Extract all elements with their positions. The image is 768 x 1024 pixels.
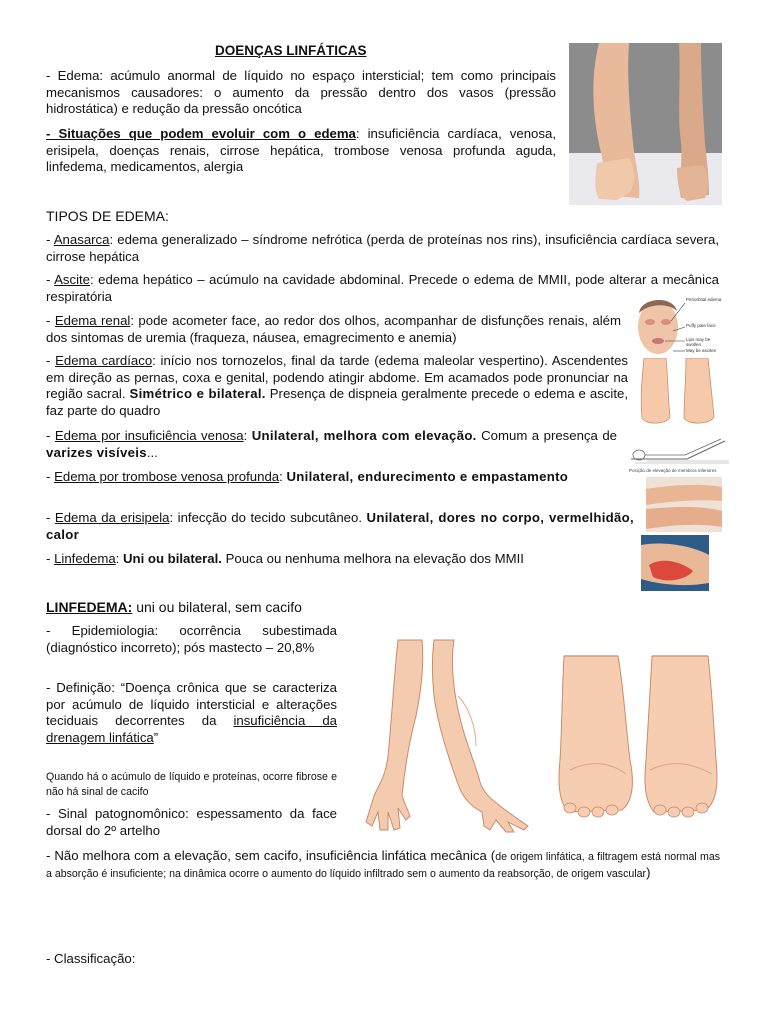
cardiaco-text-1: : início nos tornozelos, final da tarde (edema maleolar vespertino). Ascendentes em direção as pernas, coxa e genital, podendo atingir abdome. Em acamados pode pronunciar na região sacral. [46, 353, 629, 402]
venosa-text-2: Comum a presença de [476, 428, 618, 443]
nao-melhora-small-text: de origem linfática, a filtragem está normal mas a absorção é insuficiente; na dinâmica ocorre o aumento do líquido infiltrado sem o aumento da reabsorção, de origem vascular [46, 851, 721, 880]
venosa-bold-2: varizes visíveis [46, 444, 147, 460]
anasarca-text: : edema generalizado – síndrome nefrótica (perda de proteínas nos rins), insuficiência cardíaca severa, cirrose hepática [46, 232, 720, 264]
types-heading: TIPOS DE EDEMA: [46, 208, 169, 224]
fibrose-note [46, 770, 337, 800]
epidemiologia [46, 623, 337, 656]
type-venosa: - Edema por insuficiência venosa: Unilateral, melhora com elevação. Comum a presença de varizes visíveis... [46, 428, 618, 460]
nao-melhora-text: - Não melhora com a elevação, sem cacifo, insuficiência linfática mecânica ( [46, 848, 496, 863]
type-cardiaco: - Edema cardíaco: início nos tornozelos, final da tarde (edema maleolar vespertino). Ascendentes em direção as pernas, coxa e genital, podendo atingir abdome. Em acamados pode pronunciar na região sacral. Simétrico e bilateral. Presença de dispneia geralmente precede o edema e ascite, faz parte do quadro [46, 353, 629, 418]
face-label-2: Puffy pale face [686, 323, 716, 328]
type-anasarca: - Anasarca: edema generalizado – síndrome nefrótica (perda de proteínas nos rins), insuficiência cardíaca severa, cirrose hepática [46, 232, 720, 264]
arm-edema-photo [569, 43, 722, 205]
venosa-text-1: : [243, 428, 252, 443]
situations-label: - Situações que podem evoluir com o edema [46, 126, 356, 141]
linfedema-text-1: : [115, 551, 123, 566]
definicao-close-quote: ” [153, 729, 159, 745]
bed-figure-label: Posição de elevação de membros inferiores [629, 468, 717, 473]
epidemiologia-text: - Epidemiologia: ocorrência subestimada (diagnóstico incorreto); pós mastecto – 20,8% [46, 623, 337, 655]
anasarca-label: Anasarca [53, 232, 110, 247]
sinal-text: - Sinal patognomônico: espessamento da face dorsal do 2º artelho [46, 806, 337, 838]
cardiaco-label: Edema cardíaco [55, 353, 153, 368]
venosa-label: Edema por insuficiência venosa [54, 428, 244, 443]
linfedema-heading [46, 599, 366, 616]
dvt-leg-photo [646, 477, 722, 532]
linfedema-heading-label: LINFEDEMA: [46, 599, 133, 615]
trombose-label: Edema por trombose venosa profunda [54, 469, 280, 484]
sinal-patognomonico [46, 806, 337, 839]
trombose-text-1: : [279, 469, 287, 484]
lymphedema-arms-illustration [358, 636, 536, 834]
renal-text: : pode acometer face, ao redor dos olhos, acompanhar de disfunções renais, além dos sintomas de uremia (fraqueza, náusea, emagrecimento e anemia) [46, 313, 621, 345]
ascite-label: Ascite [54, 272, 91, 287]
erisipela-bold: Unilateral, dores no corpo, vermelhidão, calor [46, 510, 634, 542]
venosa-bold-1: Unilateral, melhora com elevação. [251, 428, 477, 443]
ascite-text: : edema hepático – acúmulo na cavidade abdominal. Precede o edema de MMII, pode alterar a mecânica respiratória [46, 272, 720, 304]
type-linfedema: - Linfedema: Uni ou bilateral. Pouca ou nenhuma melhora na elevação dos MMII [46, 551, 524, 566]
definicao-text: - Definição: “Doença crônica que se caracteriza por acúmulo de líquido intersticial e alterações teciduais decorrentes da [46, 680, 337, 729]
linfedema-label: Linfedema [54, 551, 116, 566]
type-ascite: - Ascite: edema hepático – acúmulo na cavidade abdominal. Precede o edema de MMII, pode alterar a mecânica respiratória [46, 272, 720, 304]
nao-melhora-close: ) [646, 865, 651, 880]
renal-label: Edema renal [54, 313, 131, 328]
linfedema-text-2: Pouca ou nenhuma melhora na elevação dos MMII [221, 551, 524, 566]
edema-definition [46, 68, 556, 118]
classificacao [46, 951, 346, 968]
linfedema-heading-rest: uni ou bilateral, sem cacifo [132, 599, 302, 615]
type-renal: - Edema renal: pode acometer face, ao redor dos olhos, acompanhar de disfunções renais, além dos sintomas de uremia (fraqueza, náusea, emagrecimento e anemia) [46, 313, 621, 345]
face-label-1: Periorbital edema [686, 297, 722, 302]
bed-elevation-figure [627, 433, 733, 477]
erisipela-text-1: : infecção do tecido subcutâneo. [169, 510, 367, 525]
situations-text: : insuficiência cardíaca, venosa, erisipela, doenças renais, cirrose hepática, trombose venosa profunda aguda, linfedema, medicamentos, alergia [46, 126, 556, 175]
cardiac-feet-figure [636, 358, 720, 428]
definicao-underlined: insuficiência da drenagem linfática [46, 713, 337, 745]
venosa-text-3: ... [146, 444, 158, 460]
erisipela-label: Edema da erisipela [54, 510, 170, 525]
edema-definition-text: - Edema: acúmulo anormal de líquido no espaço intersticial; tem como principais mecanismos causadores: o aumento da pressão dentro dos vasos (pressão hidrostática) e redução da pressão oncótica [46, 68, 556, 117]
facial-edema-figure [633, 291, 723, 357]
page-title: DOENÇAS LINFÁTICAS [215, 43, 367, 58]
type-erisipela: - Edema da erisipela: infecção do tecido subcutâneo. Unilateral, dores no corpo, vermelhidão, calor [46, 510, 634, 542]
trombose-bold: Unilateral, endurecimento e empastamento [286, 469, 569, 484]
face-label-3: Lips may be swollen [686, 337, 711, 347]
face-label-4: May be ascites [686, 348, 717, 353]
fibrose-note-text: Quando há o acúmulo de líquido e proteínas, ocorre fibrose e não há sinal de cacifo [46, 771, 337, 798]
cardiaco-bold: Simétrico e bilateral. [129, 386, 266, 402]
definicao [46, 680, 337, 746]
linfedema-bold: Uni ou bilateral. [122, 551, 222, 566]
edema-situations [46, 126, 556, 176]
lymphedema-feet-illustration [550, 650, 726, 822]
type-trombose: - Edema por trombose venosa profunda: Unilateral, endurecimento e empastamento [46, 469, 569, 484]
erysipelas-photo [641, 535, 709, 591]
cardiaco-text-2: Presença de dispneia geralmente precede o edema e ascite, faz parte do quadro [46, 386, 628, 418]
classificacao-text: - Classificação: [46, 951, 136, 966]
nao-melhora [46, 848, 720, 882]
